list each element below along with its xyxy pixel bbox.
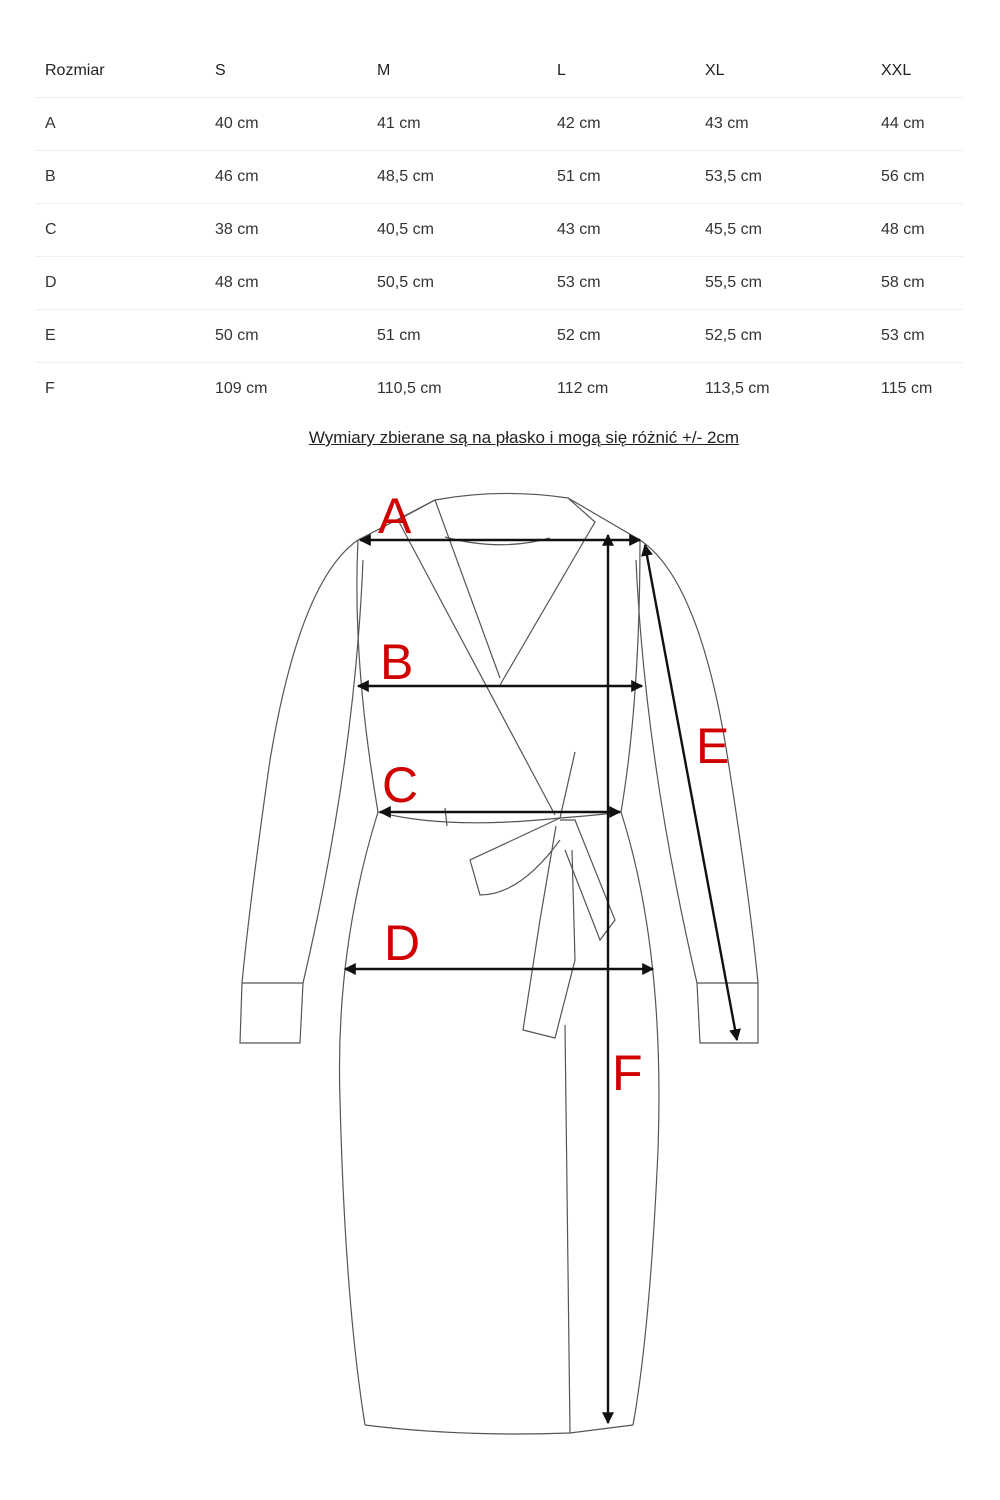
- table-cell: 112 cm: [557, 380, 609, 397]
- table-cell: 40 cm: [215, 98, 377, 151]
- table-cell: 40,5 cm: [377, 204, 557, 257]
- header-cell-l: L: [557, 45, 705, 98]
- header-cell-m: M: [377, 45, 557, 98]
- measure-label-e: E: [696, 718, 730, 774]
- header-cell-xxl: XXL: [881, 45, 963, 98]
- header-cell-size: Rozmiar: [35, 45, 215, 98]
- table-cell: F: [45, 380, 55, 397]
- table-cell: 44 cm: [881, 98, 963, 151]
- table-cell: 48,5 cm: [377, 151, 557, 204]
- table-cell: D: [35, 257, 215, 310]
- table-cell: 110,5 cm: [377, 380, 442, 397]
- measure-line-e: [645, 545, 737, 1040]
- table-cell: 41 cm: [377, 98, 557, 151]
- table-cell: B: [35, 151, 215, 204]
- table-cell: 50 cm: [215, 310, 377, 363]
- table-cell: 50,5 cm: [377, 257, 557, 310]
- table-cell: 51 cm: [557, 151, 705, 204]
- measure-label-f: F: [612, 1045, 643, 1101]
- table-cell: E: [35, 310, 215, 363]
- table-cell: 58 cm: [881, 257, 963, 310]
- table-cell: 113,5 cm: [705, 380, 770, 397]
- dress-outline: [240, 493, 758, 1434]
- table-cell: C: [35, 204, 215, 257]
- table-cell: 115 cm: [881, 380, 933, 397]
- header-cell-s: S: [215, 45, 377, 98]
- measure-label-b: B: [380, 634, 414, 690]
- table-cell: 43 cm: [705, 98, 881, 151]
- table-cell: A: [35, 98, 215, 151]
- table-cell: 46 cm: [215, 151, 377, 204]
- table-cell: 55,5 cm: [705, 257, 881, 310]
- header-cell-xl: XL: [705, 45, 881, 98]
- table-cell: 56 cm: [881, 151, 963, 204]
- table-cell: 51 cm: [377, 310, 557, 363]
- table-cell: 48 cm: [881, 204, 963, 257]
- table-cell: 109 cm: [215, 380, 268, 397]
- table-cell: 52,5 cm: [705, 310, 881, 363]
- table-cell: 48 cm: [215, 257, 377, 310]
- table-cell: 52 cm: [557, 310, 705, 363]
- table-cell: 53 cm: [881, 310, 963, 363]
- table-cell: 38 cm: [215, 204, 377, 257]
- measure-label-c: C: [382, 757, 419, 813]
- measure-label-a: A: [378, 488, 412, 544]
- measurement-note: Wymiary zbierane są na płasko i mogą się różnić +/- 2cm: [308, 428, 740, 447]
- table-cell: 42 cm: [557, 98, 705, 151]
- table-cell: 43 cm: [557, 204, 705, 257]
- table-cell: 53 cm: [557, 257, 705, 310]
- table-cell: 53,5 cm: [705, 151, 881, 204]
- measure-label-d: D: [384, 915, 421, 971]
- table-cell: 45,5 cm: [705, 204, 881, 257]
